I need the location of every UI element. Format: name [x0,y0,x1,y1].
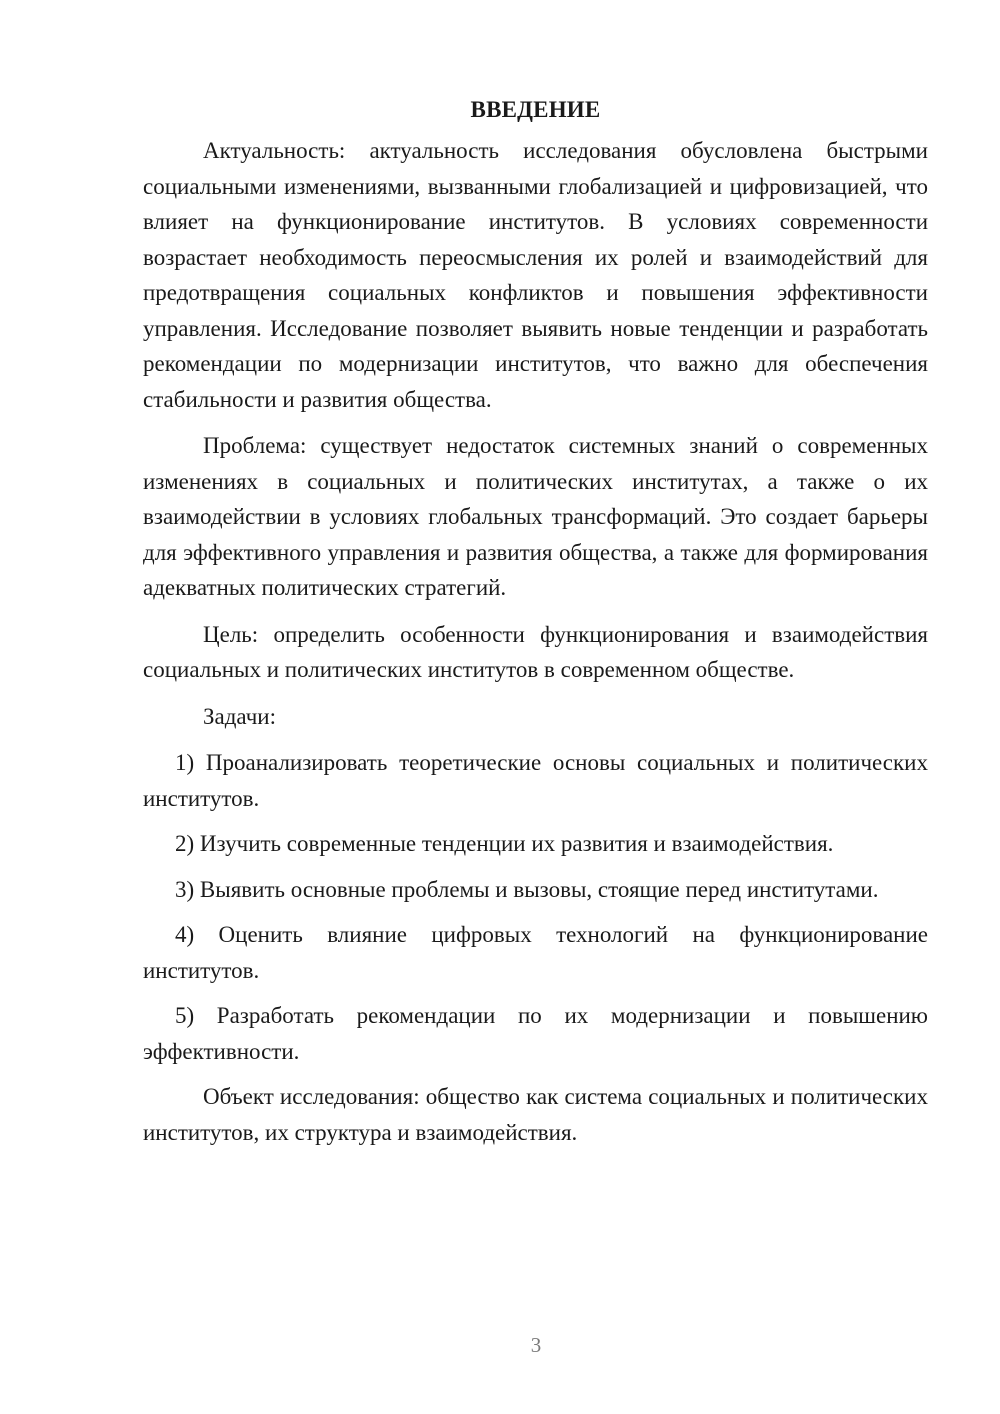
task-item-2: 2) Изучить современные тенденции их развития и взаимодействия. [175,831,834,856]
document-page [143,92,928,1161]
page-number: 3 [530,1333,542,1357]
paragraph-object: Объект исследования: общество как система социальных и политических институтов, их структура и взаимодействия. [143,1084,928,1145]
task-item-4: 4) Оценить влияние цифровых технологий на функционирование институтов. [143,922,928,983]
paragraph-problem: Проблема: существует недостаток системных знаний о современных изменениях в социальных и политических институтах, а также о их взаимодействии в условиях глобальных трансформаций. Это создает барьеры для эффективного управления и развития общества, а также для формирования адекватных политических стратегий. [143,433,928,600]
paragraph-relevance: Актуальность: актуальность исследования обусловлена быстрыми социальными изменениями, вызванными глобализацией и цифровизацией, что влияет на функционирование институтов. В условиях современности возрастает необходимость переосмысления их ролей и взаимодействий для предотвращения социальных конфликтов и повышения эффективности управления. Исследование позволяет выявить новые тенденции и разработать рекомендации по модернизации институтов, что важно для обеспечения стабильности и развития общества. [143,138,928,412]
task-item-1: 1) Проанализировать теоретические основы социальных и политических институтов. [143,750,928,811]
tasks-heading: Задачи: [203,703,276,729]
section-title: ВВЕДЕНИЕ [470,97,601,122]
task-item-5: 5) Разработать рекомендации по их модернизации и повышению эффективности. [143,1003,928,1064]
paragraph-goal: Цель: определить особенности функционирования и взаимодействия социальных и политических институтов в современном обществе. [143,621,928,682]
task-item-3: 3) Выявить основные проблемы и вызовы, стоящие перед институтами. [175,876,879,902]
